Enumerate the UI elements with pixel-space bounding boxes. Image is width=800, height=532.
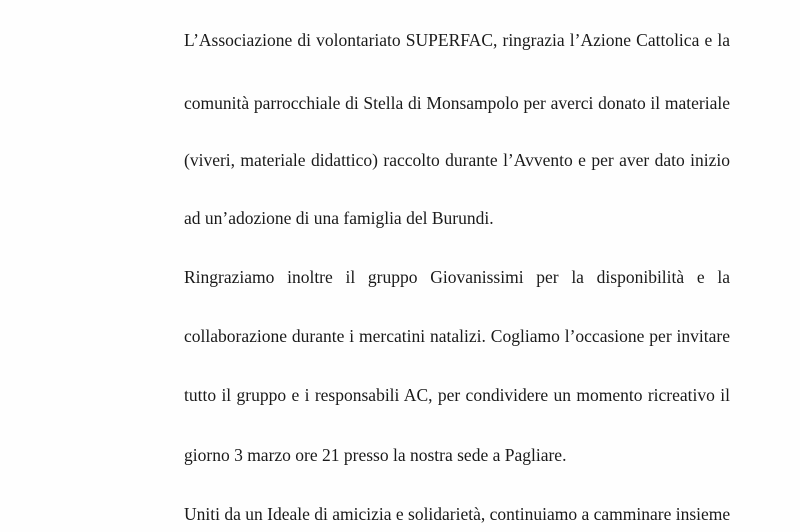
- paragraph-2-line-1: Ringraziamo inoltre il gruppo Giovanissimi per la disponibilità e la: [184, 267, 730, 287]
- paragraph-2-line-4: giorno 3 marzo ore 21 presso la nostra sede a Pagliare.: [184, 445, 567, 465]
- paragraph-1-line-2: comunità parrocchiale di Stella di Monsampolo per averci donato il materiale: [184, 93, 730, 113]
- paragraph-2-line-3: tutto il gruppo e i responsabili AC, per condividere un momento ricreativo il: [184, 385, 730, 405]
- paragraph-2-line-2: collaborazione durante i mercatini natalizi. Cogliamo l’occasione per invitare: [184, 326, 730, 346]
- paragraph-3-line-1: Uniti da un Ideale di amicizia e solidarietà, continuiamo a camminare insieme: [184, 504, 731, 524]
- paragraph-1-line-4: ad un’adozione di una famiglia del Burundi.: [184, 208, 494, 228]
- paragraph-1-line-3: (viveri, materiale didattico) raccolto durante l’Avvento e per aver dato inizio: [184, 150, 730, 170]
- paragraph-1-line-1: L’Associazione di volontariato SUPERFAC, ringrazia l’Azione Cattolica e la: [184, 30, 730, 50]
